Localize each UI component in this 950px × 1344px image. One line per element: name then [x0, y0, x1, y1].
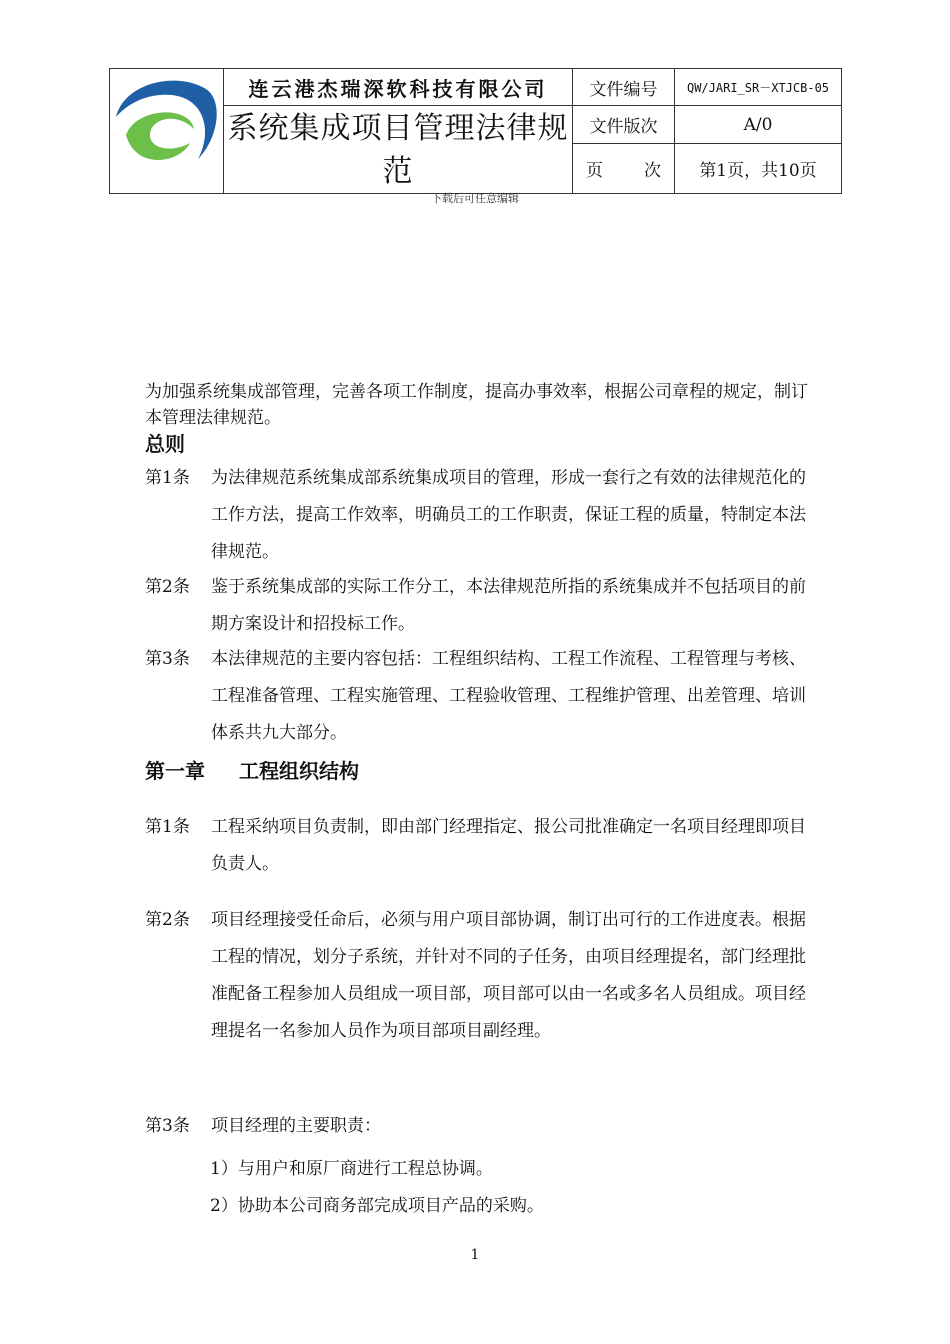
article-text: 项目经理的主要职责：: [211, 1116, 381, 1136]
doc-number-value: QW/JARI_SR－XTJCB-05: [675, 69, 842, 106]
chapter1-article-3: [145, 1108, 815, 1145]
chapter1-article-2: [145, 902, 815, 1050]
chapter1-article-1: [145, 809, 815, 883]
company-logo-cell: [110, 69, 224, 194]
version-value: A/0: [675, 106, 842, 144]
article-number: 第1条: [145, 817, 190, 837]
general-article-3: [145, 641, 815, 752]
document-header-table: [109, 68, 842, 194]
list-item: 1）与用户和原厂商进行工程总协调。: [210, 1159, 493, 1179]
general-article-1: [145, 460, 815, 571]
intro-paragraph: 为加强系统集成部管理，完善各项工作制度，提高办事效率，根据公司章程的规定，制订本管理法律规范。: [145, 382, 808, 428]
chapter-label: 第一章: [145, 759, 205, 783]
article-text: 本法律规范的主要内容包括：工程组织结构、工程工作流程、工程管理与考核、工程准备管理、工程实施管理、工程验收管理、工程维护管理、出差管理、培训体系共九大部分。: [211, 649, 806, 743]
page-count-value: 第1页，共10页: [675, 144, 842, 194]
article-text: 为法律规范系统集成部系统集成项目的管理，形成一套行之有效的法律规范化的工作方法，提高工作效率，明确员工的工作职责，保证工程的质量，特制定本法律规范。: [211, 468, 806, 562]
doc-number-label: 文件编号: [573, 69, 675, 106]
version-label: 文件版次: [573, 106, 675, 144]
chapter-heading: [145, 755, 359, 784]
page-label-cell: [573, 144, 675, 194]
article-text: 工程采纳项目负责制，即由部门经理指定、报公司批准确定一名项目经理即项目负责人。: [211, 817, 806, 874]
chapter-title: 工程组织结构: [239, 759, 359, 783]
article-text: 鉴于系统集成部的实际工作分工，本法律规范所指的系统集成并不包括项目的前期方案设计和招投标工作。: [211, 577, 806, 634]
watermark-note: 下载后可任意编辑: [431, 192, 519, 205]
general-article-2: [145, 569, 815, 643]
article-number: 第1条: [145, 468, 190, 488]
article-text: 项目经理接受任命后，必须与用户项目部协调，制订出可行的工作进度表。根据工程的情况，划分子系统，并针对不同的子任务，由项目经理提名，部门经理批准配备工程参加人员组成一项目部，项目部可以由一名或多名人员组成。项目经理提名一名参加人员作为项目部项目副经理。: [211, 910, 806, 1041]
article-number: 第2条: [145, 910, 190, 930]
article-number: 第3条: [145, 1116, 190, 1136]
page-label-first: 页: [586, 161, 603, 182]
page-number: 1: [470, 1247, 480, 1263]
company-name: 连云港杰瑞深软科技有限公司: [224, 69, 573, 106]
company-logo-icon: [110, 69, 223, 189]
document-title: 系统集成项目管理法律规范: [224, 106, 573, 194]
section-heading-general: 总则: [145, 432, 185, 456]
article-number: 第2条: [145, 577, 190, 597]
list-item: 2）协助本公司商务部完成项目产品的采购。: [210, 1196, 544, 1216]
article-number: 第3条: [145, 649, 190, 669]
page-label-second: 次: [644, 161, 661, 182]
